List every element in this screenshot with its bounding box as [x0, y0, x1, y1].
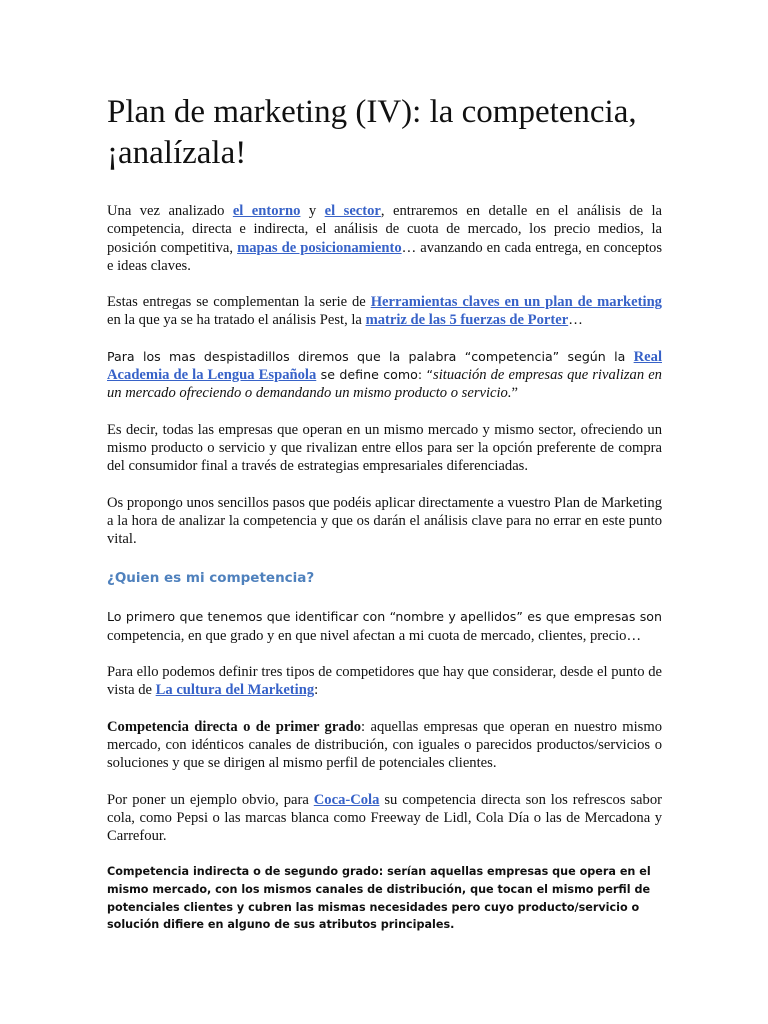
link-mapas-posicionamiento[interactable]: mapas de posicionamiento	[237, 239, 402, 256]
link-coca-cola[interactable]: Coca-Cola	[313, 791, 380, 808]
link-el-entorno[interactable]: el entorno	[232, 203, 301, 219]
paragraph-propongo: Os propongo unos sencillos pasos que podéis aplicar directamente a vuestro Plan de Marketing a la hora de analizar la competencia y que os darán el análisis clave para no errar en este punto vital.	[107, 494, 662, 548]
text: competencia, en que grado y en que nivel afectan a mi cuota de mercado, clientes, precio…	[107, 627, 642, 644]
text: :	[314, 682, 319, 699]
text: Lo primero que tenemos que identificar con “nombre y apellidos” es que empresas son	[107, 609, 662, 625]
text: se define como: “	[316, 367, 434, 383]
paragraph-es-decir: Es decir, todas las empresas que operan en un mismo mercado y mismo sector, ofreciendo un mismo producto o servicio y que rivalizan entre ellos para ser la opción preferente de compra del consumidor final a través de estrategias empresariales diferenciadas.	[107, 421, 662, 475]
text: Por poner un ejemplo obvio, para	[107, 791, 314, 808]
text: , entraremos en detalle en el análisis de la competencia, directa e indirecta, el análisis de cuota de mercado, los precio medios, la posición competitiva,	[107, 203, 663, 256]
paragraph-directa	[107, 718, 662, 773]
paragraph-tipos	[107, 663, 662, 700]
text: Para ello podemos definir tres tipos de competidores que hay que considerar, desde el punto de vista de	[107, 664, 662, 699]
link-real-academia[interactable]: Real Academia de la Lengua Española	[107, 348, 662, 384]
section-heading: ¿Quien es mi competencia?	[107, 570, 315, 587]
link-el-sector[interactable]: el sector	[324, 203, 381, 219]
paragraph-definition	[107, 348, 662, 403]
link-herramientas-claves[interactable]: Herramientas claves en un plan de marketing	[370, 294, 662, 311]
article-title	[107, 92, 662, 174]
paragraph-series	[107, 293, 662, 330]
paragraph-indirecta: Competencia indirecta o de segundo grado: serían aquellas empresas que opera en el mismo mercado, con los mismos canales de distribución, que tocan el mismo perfil de potenciales clientes y cubren las mismas necesidades pero cuyo producto/servicio o solución difiere en alguno de sus atributos principales.	[107, 865, 651, 932]
title-line-2: ¡analízala!	[107, 135, 247, 171]
text: su competencia directa son los refrescos sabor cola, como Pepsi o las marcas blanca como Freeway de Lidl, Cola Día o las de Mercadona y Carrefour.	[107, 791, 662, 845]
paragraph-identificar	[107, 608, 662, 645]
text: … avanzando en cada entrega, en conceptos e ideas claves.	[107, 239, 663, 274]
text: en la que ya se ha tratado el análisis Pest, la	[107, 312, 366, 329]
article	[107, 92, 662, 952]
text: ”	[511, 385, 518, 402]
text: Una vez analizado	[107, 203, 233, 219]
link-matriz-porter[interactable]: matriz de las 5 fuerzas de Porter	[365, 312, 569, 329]
title-line-1: Plan de marketing (IV): la competencia,	[107, 94, 637, 130]
text: …	[568, 312, 583, 329]
text: Estas entregas se complementan la serie de	[107, 294, 371, 311]
text: : aquellas empresas que operan en nuestro mismo mercado, con idénticos canales de distribución, con iguales o parecidos productos/servicios o soluciones y que se dirigen al mismo perfil de potenciales clientes.	[107, 718, 662, 772]
link-cultura-marketing[interactable]: La cultura del Marketing	[155, 682, 315, 699]
paragraph-ejemplo	[107, 791, 662, 846]
text: Para los mas despistadillos diremos que la palabra “competencia” según la	[107, 348, 634, 364]
text: y	[300, 203, 325, 219]
term-directa: Competencia directa o de primer grado	[107, 718, 362, 735]
paragraph-intro	[107, 202, 662, 275]
definition-quote: situación de empresas que rivalizan en un mercado ofreciendo o demandando un mismo producto o servicio.	[107, 367, 662, 402]
